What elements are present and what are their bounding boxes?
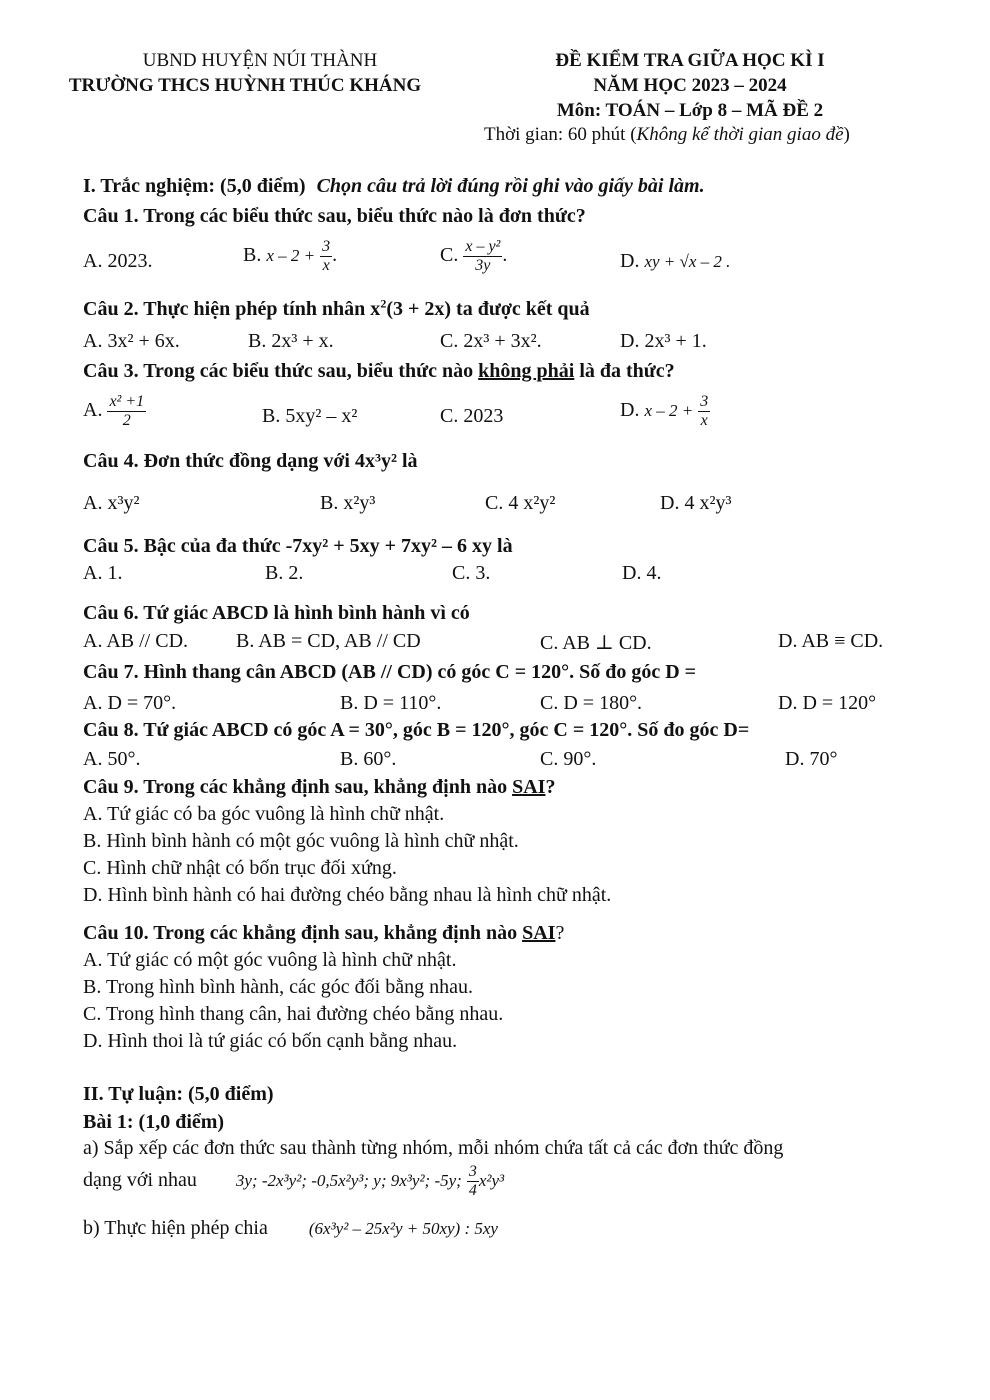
bai1-b-line	[83, 1217, 498, 1240]
q8-option-c: C. 90°.	[540, 748, 597, 770]
q1-b-den: x	[322, 257, 330, 274]
q4-option-c: C. 4 x²y²	[485, 492, 556, 514]
q6-option-c: C. AB ⊥ CD.	[540, 632, 652, 654]
q9-option-c: C. Hình chữ nhật có bốn trục đối xứng.	[83, 857, 397, 879]
question-4: Câu 4. Đơn thức đồng dạng với 4x³y² là	[83, 450, 418, 472]
q3-option-a	[83, 393, 146, 430]
q10-option-c: C. Trong hình thang cân, hai đường chéo bằng nhau.	[83, 1003, 504, 1025]
part1-heading	[83, 175, 705, 198]
question-8: Câu 8. Tứ giác ABCD có góc A = 30°, góc B = 120°, góc C = 120°. Số đo góc D=	[83, 719, 750, 741]
exam-title: ĐỀ KIỂM TRA GIỮA HỌC KÌ I	[555, 50, 825, 71]
q3-option-d	[620, 393, 710, 430]
q9-text-pre: Câu 9. Trong các khẳng định sau, khẳng định nào	[83, 776, 513, 798]
part2-heading: II. Tự luận: (5,0 điểm)	[83, 1083, 274, 1105]
q1-option-b: B. x – 2 + $\frac{3}{x}$ .	[243, 238, 338, 274]
time-note: Không kể thời gian giao đề	[636, 124, 844, 145]
q6-option-d: D. AB ≡ CD.	[778, 630, 884, 652]
q6-option-a: A. AB // CD.	[83, 630, 189, 652]
q2-text-pre: Câu 2. Thực hiện phép tính nhân x	[83, 298, 381, 320]
q3-d-expr: x – 2 +	[644, 401, 694, 421]
subject-line: Môn: TOÁN – Lớp 8 – MÃ ĐỀ 2	[556, 100, 824, 121]
district-name: UBND HUYỆN NÚI THÀNH	[142, 50, 378, 71]
q7-option-d: D. D = 120°	[778, 692, 877, 714]
bai1-a-line1: a) Sắp xếp các đơn thức sau thành từng nhóm, mỗi nhóm chứa tất cả các đơn thức đồng	[83, 1137, 784, 1159]
q10-text-post: ?	[555, 922, 565, 944]
question-3	[83, 360, 675, 383]
q5-option-a: A. 1.	[83, 562, 123, 584]
q1-b-fraction	[320, 238, 332, 275]
q1-d-expr: xy + √x – 2 .	[644, 252, 731, 271]
q1-b-expr: x – 2 +	[266, 246, 316, 266]
q6-option-b: B. AB = CD, AB // CD	[236, 630, 421, 652]
question-10	[83, 922, 564, 945]
time-suffix: )	[843, 124, 850, 145]
q1-option-d	[620, 250, 730, 273]
q3-text-post: là đa thức?	[574, 360, 675, 382]
q9-option-a: A. Tứ giác có ba góc vuông là hình chữ nhật.	[83, 803, 445, 825]
q4-option-b: B. x²y³	[320, 492, 376, 514]
question-2: Câu 2. Thực hiện phép tính nhân $x^2(3 + 2x)$ ta được kết quả	[83, 296, 590, 320]
q10-text-pre: Câu 10. Trong các khẳng định sau, khẳng định nào	[83, 922, 523, 944]
bai1-a-text: dạng với nhau	[83, 1169, 197, 1192]
q1-d-label: D.	[620, 250, 640, 272]
school-year: NĂM HỌC 2023 – 2024	[593, 75, 787, 96]
q1-c-label: C.	[440, 244, 459, 267]
time-line	[484, 124, 850, 146]
q1-c-den: 3y	[475, 257, 491, 274]
q10-option-b: B. Trong hình bình hành, các góc đối bằng nhau.	[83, 976, 473, 998]
q1-b-label: B.	[243, 244, 262, 267]
time-prefix: Thời gian: 60 phút (	[484, 124, 637, 145]
bai1-b-expr: (6x³y² – 25x²y + 50xy) : 5xy	[308, 1219, 498, 1238]
q1-b-num: 3	[322, 238, 331, 255]
q4-option-a: A. x³y²	[83, 492, 140, 514]
q9-option-d: D. Hình bình hành có hai đường chéo bằng nhau là hình chữ nhật.	[83, 884, 612, 906]
q3-d-label: D.	[620, 399, 640, 422]
q3-option-c: C. 2023	[440, 405, 504, 427]
bai1-a-num: 3	[468, 1163, 477, 1180]
q1-c-num: x – y²	[465, 238, 501, 255]
q8-option-a: A. 50°.	[83, 748, 141, 770]
q7-option-b: B. D = 110°.	[340, 692, 442, 714]
q2-text-post: (3 + 2x) ta được kết quả	[386, 298, 590, 320]
question-7: Câu 7. Hình thang cân ABCD (AB // CD) có góc C = 120°. Số đo góc D =	[83, 661, 697, 683]
q9-option-b: B. Hình bình hành có một góc vuông là hình chữ nhật.	[83, 830, 519, 852]
question-5: Câu 5. Bậc của đa thức -7xy² + 5xy + 7xy² – 6 xy là	[83, 535, 513, 557]
bai1-a-fraction	[467, 1163, 479, 1200]
q3-option-b: B. 5xy² – x²	[262, 405, 358, 427]
q3-a-fraction	[107, 393, 146, 430]
q3-d-num: 3	[700, 393, 709, 410]
q2-option-c: C. 2x³ + 3x².	[440, 330, 542, 352]
q7-option-a: A. D = 70°.	[83, 692, 177, 714]
q9-text-underlined: SAI	[512, 776, 546, 798]
q10-option-a: A. Tứ giác có một góc vuông là hình chữ nhật.	[83, 949, 457, 971]
question-1: Câu 1. Trong các biểu thức sau, biểu thức nào là đơn thức?	[83, 205, 586, 227]
bai1-a-line2	[83, 1163, 504, 1200]
q5-option-b: B. 2.	[265, 562, 304, 584]
q3-a-label: A.	[83, 399, 103, 422]
q3-d-fraction	[698, 393, 710, 430]
q1-c-fraction	[463, 238, 502, 275]
q5-option-c: C. 3.	[452, 562, 491, 584]
part1-title: I. Trắc nghiệm: (5,0 điểm)	[83, 175, 306, 197]
bai1-b-text: b) Thực hiện phép chia	[83, 1217, 268, 1239]
q8-option-d: D. 70°	[785, 748, 838, 770]
q7-option-c: C. D = 180°.	[540, 692, 643, 714]
q3-a-num: x² +1	[109, 393, 145, 410]
q5-option-d: D. 4.	[622, 562, 662, 584]
q3-a-den: 2	[122, 412, 131, 429]
q4-option-d: D. 4 x²y³	[660, 492, 732, 514]
q10-text-underlined: SAI	[522, 922, 556, 944]
part1-instruction: Chọn câu trả lời đúng rồi ghi vào giấy bài làm.	[316, 175, 705, 197]
question-6: Câu 6. Tứ giác ABCD là hình bình hành vì có	[83, 602, 470, 624]
q2-option-d: D. 2x³ + 1.	[620, 330, 707, 352]
q3-text-pre: Câu 3. Trong các biểu thức sau, biểu thức nào	[83, 360, 479, 382]
q3-text-underlined: không phải	[478, 360, 575, 382]
q2-option-b: B. 2x³ + x.	[248, 330, 334, 352]
q1-option-a: A. 2023.	[83, 250, 153, 272]
question-9	[83, 776, 555, 799]
q3-d-den: x	[700, 412, 708, 429]
bai1-a-tail: x²y³	[478, 1171, 505, 1191]
q1-option-c: C. $\frac{\text{x – y²}}{3y}$ .	[440, 238, 508, 274]
bai1-a-expr: 3y; -2x³y²; -0,5x²y³; y; 9x³y²; -5y;	[235, 1171, 462, 1191]
q2-option-a: A. 3x² + 6x.	[83, 330, 180, 352]
bai1-a-den: 4	[468, 1182, 477, 1199]
school-name: TRƯỜNG THCS HUỲNH THÚC KHÁNG	[68, 75, 422, 96]
bai1-heading: Bài 1: (1,0 điểm)	[83, 1111, 225, 1133]
q9-text-post: ?	[545, 776, 556, 798]
q8-option-b: B. 60°.	[340, 748, 397, 770]
q10-option-d: D. Hình thoi là tứ giác có bốn cạnh bằng nhau.	[83, 1030, 458, 1052]
